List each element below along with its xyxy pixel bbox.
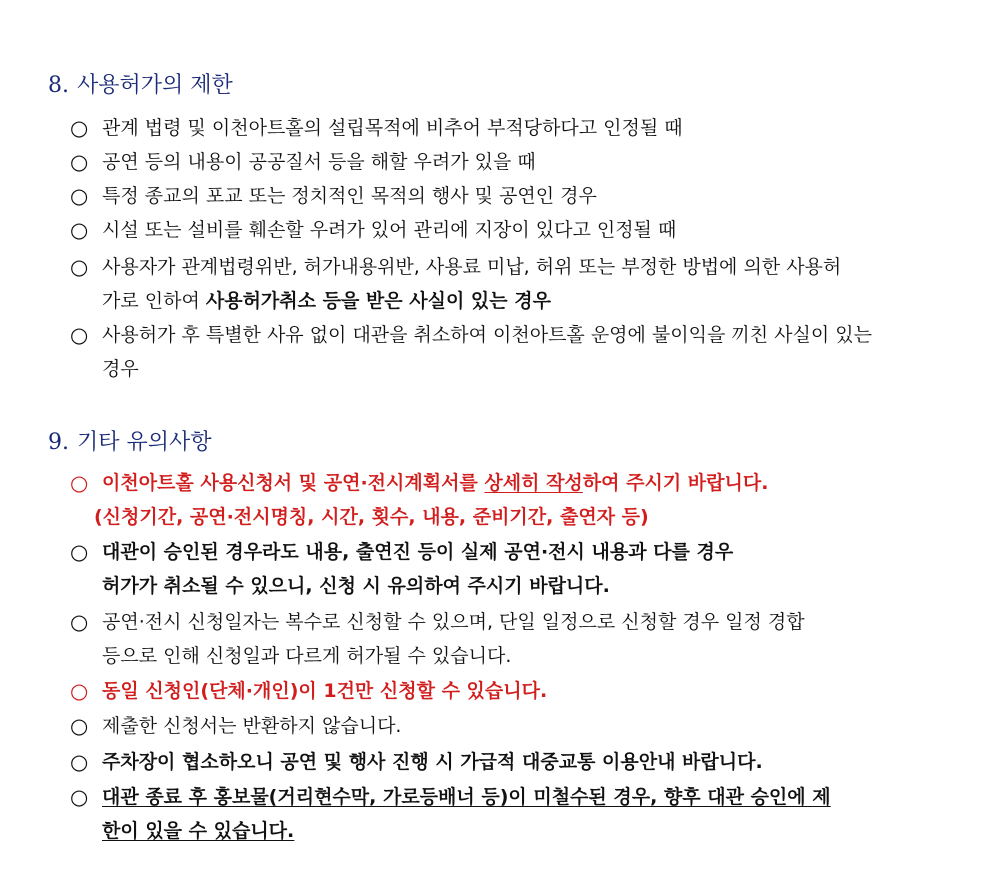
list-item (70, 780, 950, 848)
item-text-line-2: 허가가 취소될 수 있으니, 신청 시 유의하여 주시기 바랍니다. (102, 575, 610, 597)
item-text-emphasis: 사용허가취소 등을 받은 사실이 있는 경우 (205, 290, 551, 312)
circle-bullet-icon: ○ (70, 540, 89, 564)
list-item (70, 745, 950, 779)
item-text-line-1: 공연·전시 신청일자는 복수로 신청할 수 있으며, 단일 일정으로 신청할 경우 일정 경합 (102, 611, 805, 633)
section-number: 8. (48, 73, 69, 98)
item-text: 주차장이 협소하오니 공연 및 행사 진행 시 가급적 대중교통 이용안내 바랍니다. (102, 751, 763, 773)
list-item (70, 709, 950, 743)
list-item-important (70, 674, 950, 708)
list-item (70, 605, 950, 673)
item-text-underlined: 상세히 작성 (484, 472, 583, 494)
item-text: 제출한 신청서는 반환하지 않습니다. (102, 715, 402, 737)
circle-bullet-icon: ○ (70, 323, 89, 347)
item-text: 관계 법령 및 이천아트홀의 설립목적에 비추어 부적당하다고 인정될 때 (102, 117, 683, 139)
list-item (70, 213, 950, 247)
section-9-heading (48, 425, 212, 456)
circle-bullet-icon: ○ (70, 255, 89, 279)
circle-bullet-icon: ○ (70, 714, 89, 738)
section-title: 기타 유의사항 (77, 430, 212, 455)
circle-bullet-icon: ○ (70, 218, 89, 242)
circle-bullet-icon: ○ (70, 150, 89, 174)
item-text-line-1: 사용자가 관계법령위반, 허가내용위반, 사용료 미납, 허위 또는 부정한 방법에 의한 사용허 (102, 256, 842, 278)
item-text: 시설 또는 설비를 훼손할 우려가 있어 관리에 지장이 있다고 인정될 때 (102, 219, 677, 241)
list-item (70, 535, 950, 603)
item-text-line-2: 가로 인하여 (102, 290, 206, 312)
circle-bullet-icon: ○ (70, 471, 89, 495)
circle-bullet-icon: ○ (70, 750, 89, 774)
circle-bullet-icon: ○ (70, 610, 89, 634)
item-text-line-2: (신청기간, 공연·전시명칭, 시간, 횟수, 내용, 준비기간, 출연자 등) (94, 506, 649, 528)
item-text: 공연 등의 내용이 공공질서 등을 해할 우려가 있을 때 (102, 151, 536, 173)
circle-bullet-icon: ○ (70, 679, 89, 703)
item-text: 특정 종교의 포교 또는 정치적인 목적의 행사 및 공연인 경우 (102, 185, 597, 207)
item-text-line-2: 경우 (102, 358, 139, 380)
item-text: 동일 신청인(단체·개인)이 1건만 신청할 수 있습니다. (102, 680, 548, 702)
circle-bullet-icon: ○ (70, 785, 89, 809)
circle-bullet-icon: ○ (70, 184, 89, 208)
list-item (70, 179, 950, 213)
section-number: 9. (48, 430, 69, 455)
list-item (70, 111, 950, 145)
item-text-line-1-end: 하여 주시기 바랍니다. (582, 472, 769, 494)
item-text-line-2: 한이 있을 수 있습니다. (102, 820, 295, 842)
circle-bullet-icon: ○ (70, 116, 89, 140)
list-item (70, 145, 950, 179)
section-title: 사용허가의 제한 (77, 73, 233, 98)
section-8-heading (48, 68, 233, 99)
list-item (70, 318, 950, 386)
item-text-line-2: 등으로 인해 신청일과 다르게 허가될 수 있습니다. (102, 645, 512, 667)
item-text-line-1: 사용허가 후 특별한 사유 없이 대관을 취소하여 이천아트홀 운영에 불이익을 끼친 사실이 있는 (102, 324, 872, 346)
list-item-important (70, 466, 950, 534)
item-text-line-1: 이천아트홀 사용신청서 및 공연·전시계획서를 (102, 472, 485, 494)
item-text-line-1: 대관이 승인된 경우라도 내용, 출연진 등이 실제 공연·전시 내용과 다를 경우 (102, 541, 734, 563)
item-text-line-1: 대관 종료 후 홍보물(거리현수막, 가로등배너 등)이 미철수된 경우, 향후 대관 승인에 제 (102, 786, 831, 808)
list-item (70, 250, 950, 318)
